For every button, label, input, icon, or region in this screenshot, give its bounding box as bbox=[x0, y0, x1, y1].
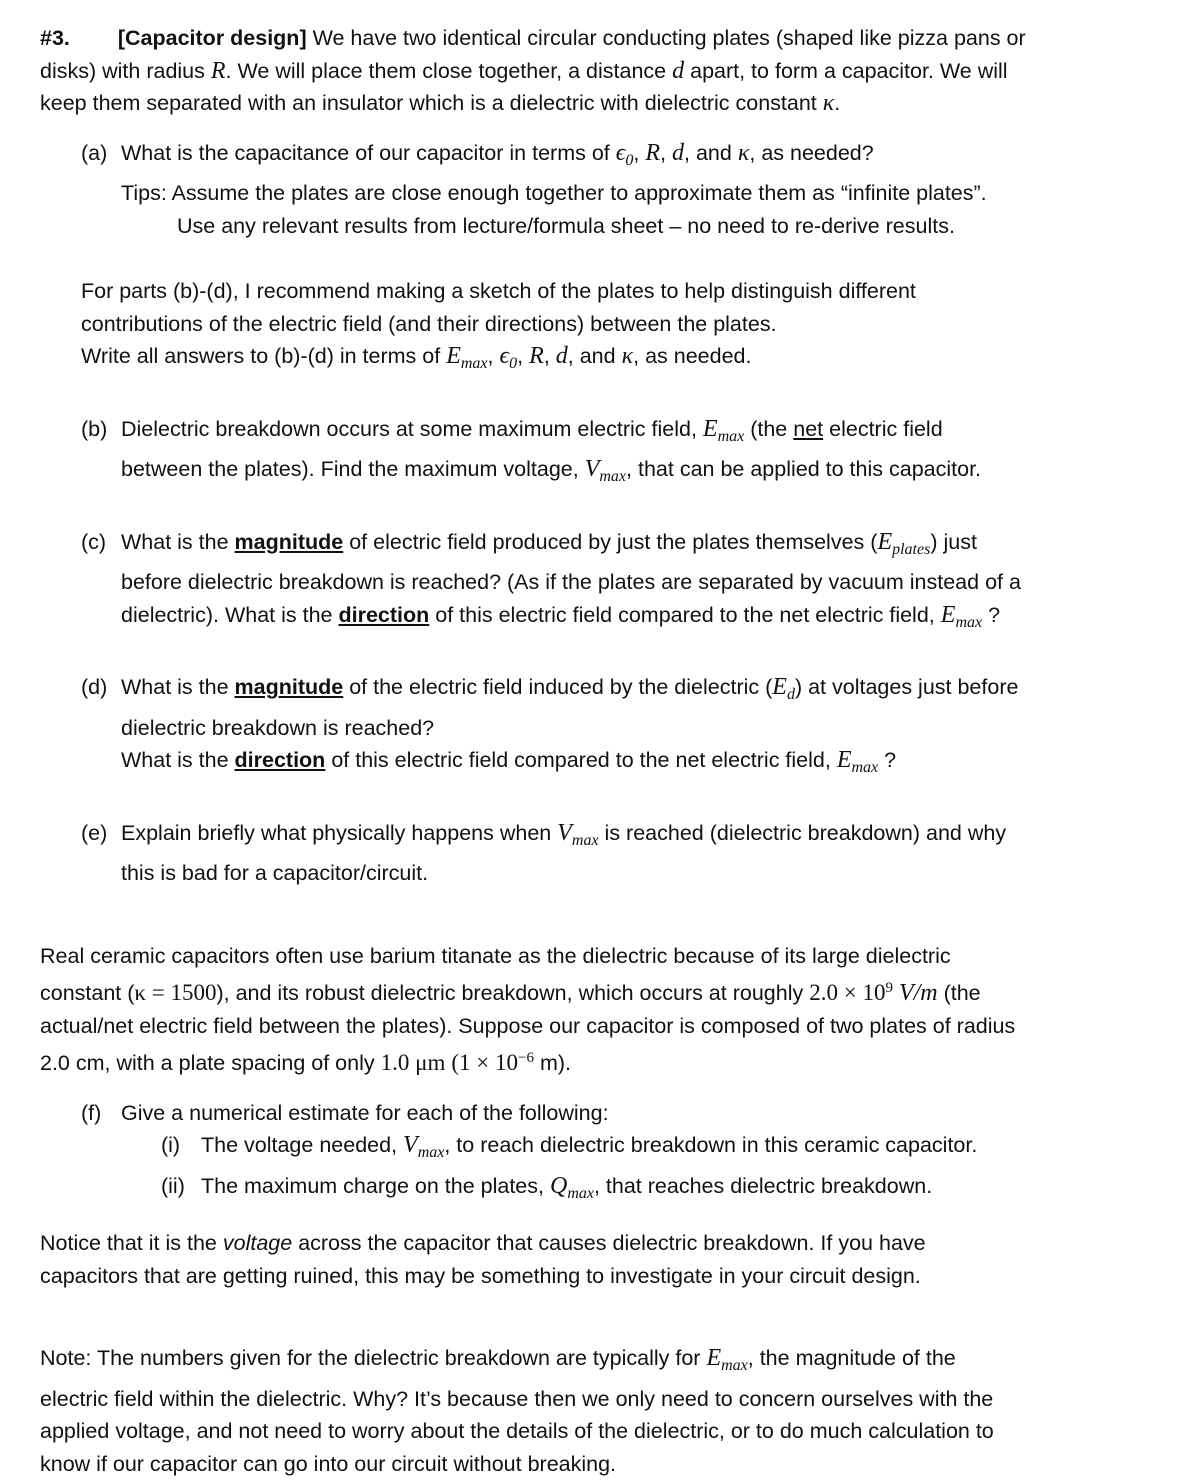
part-e-label: (e) bbox=[81, 820, 108, 845]
part-a-tips: Tips: Assume the plates are close enough together to approximate them as “infinite plates”. bbox=[121, 181, 987, 205]
part-b: (b) Dielectric breakdown occurs at some maximum electric field, $E_{max}$ (the net electric field between the plates). Find the maximum voltage, $V_{max}$, that can be applied to this capacitor. bbox=[40, 413, 1150, 494]
part-c-label: (c) bbox=[81, 529, 107, 554]
part-f-label: (f) bbox=[81, 1100, 102, 1125]
part-d-label: (d) bbox=[81, 675, 108, 699]
part-a-tips-2: Use any relevant results from lecture/formula sheet – no need to re-derive results. bbox=[177, 213, 955, 238]
part-e: (e) Explain briefly what physically happens when $V_{max}$ is reached (dielectric breakdown) and why this is bad for a capacitor/circuit. bbox=[40, 817, 1150, 890]
notice-paragraph: Notice that it is the voltage across the capacitor that causes dielectric breakdown. If you have capacitors that are getting ruined, this may be something to investigate in your circuit design. bbox=[40, 1231, 926, 1288]
problem-number: #3. bbox=[40, 26, 70, 50]
part-f-i: (i) The voltage needed, $V_{max}$, to reach dielectric breakdown in this ceramic capacitor. bbox=[161, 1132, 978, 1162]
part-b-label: (b) bbox=[81, 416, 108, 441]
part-f-ii: (ii) The maximum charge on the plates, $Q_{max}$, that reaches dielectric breakdown. bbox=[161, 1172, 933, 1202]
part-a: (a) What is the capacitance of our capacitor in terms of $\epsilon_0$, R, d, and κ, as needed? bbox=[40, 137, 1150, 178]
part-d: (d) What is the magnitude of the electric field induced by the dielectric $(E_d)$ at voltages just before dielectric breakdown is reached? What is the direction of this electric field compared to the net electric field, $E_{max}$ ? bbox=[40, 671, 1150, 785]
note-paragraph: Note: The numbers given for the dielectric breakdown are typically for $E_{max}$, the magnitude of the electric field within the dielectric. Why? It’s because then we only need to concern ourselves with the applied voltage, and not need to worry about the details of the dielectric, or to do much calculation to know if our capacitor can go into our circuit without breaking. bbox=[40, 1345, 994, 1476]
problem-intro: #3. [Capacitor design] We have two identical circular conducting plates (shaped like pizza pans or disks) with radius R. We will place them close together, a distance d apart, to form a capacitor. We will keep them separated with an insulator which is a dielectric with dielectric constant κ. bbox=[40, 26, 1026, 116]
problem-document bbox=[40, 22, 1150, 1480]
part-a-label: (a) bbox=[81, 140, 108, 165]
part-f: (f) Give a numerical estimate for each of the following: bbox=[40, 1097, 1150, 1130]
ceramic-paragraph: Real ceramic capacitors often use barium titanate as the dielectric because of its large dielectric constant (κ = 1500), and its robust dielectric breakdown, which occurs at roughly $2.0 \times 10^9$ V/m (the actual/net electric field between the plates). Suppose our capacitor is composed of two plates of radius 2.0 cm, with a plate spacing of only 1.0 μm ($1 \times 10^{-6}$ m). bbox=[40, 943, 1016, 1076]
guidance: For parts (b)-(d), I recommend making a sketch of the plates to help distinguish different contributions of the electric field (and their directions) between the plates. Write all answers to (b)-(d) in terms of $E_{max}$, $\epsilon_0$, R, d, and κ, as needed. bbox=[81, 279, 916, 372]
problem-title: [Capacitor design] bbox=[117, 26, 307, 50]
part-c: (c) What is the magnitude of electric field produced by just the plates themselves $(E_{plates})$ just before dielectric breakdown is reached? (As if the plates are separated by vacuum instead of a dielectric). What is the direction of this electric field compared to the net electric field, $E_{max}$ ? bbox=[40, 526, 1150, 640]
